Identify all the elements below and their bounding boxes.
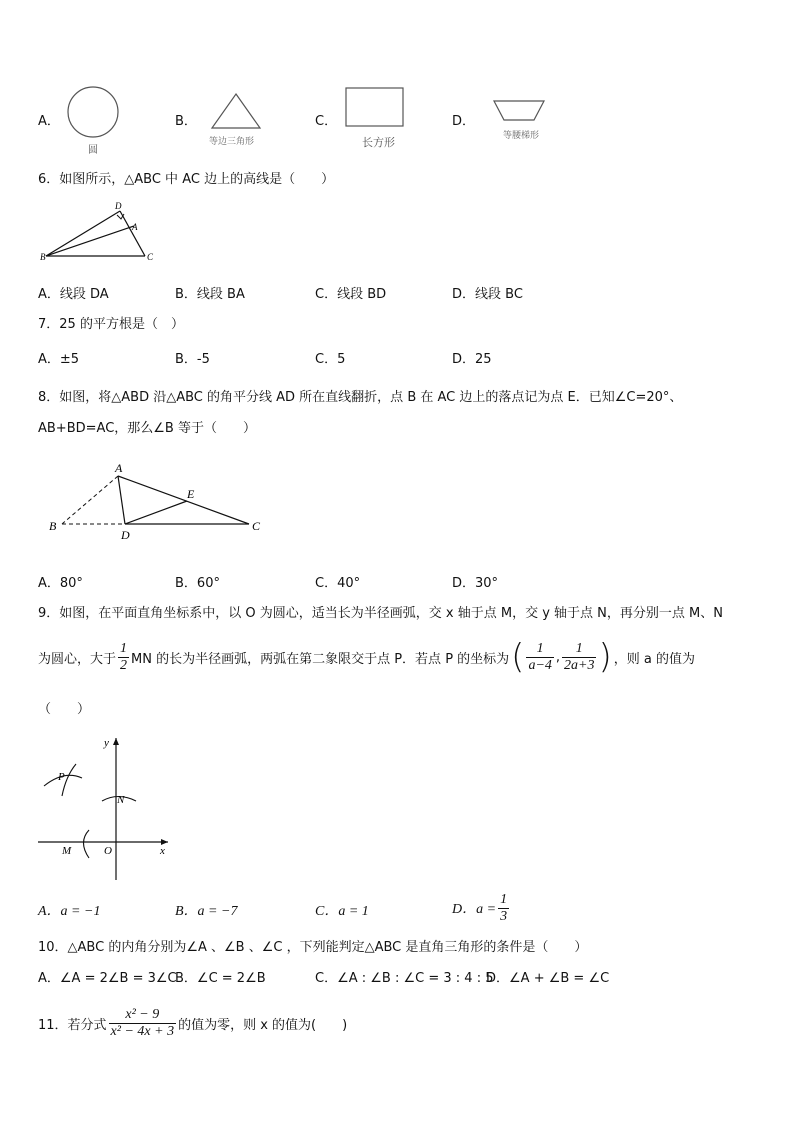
q8-label-b: B (49, 519, 57, 533)
q7-stem: 7．25 的平方根是（ ） (38, 317, 184, 332)
q8-stem-line2: AB+BD=AC，那么∠B 等于（ ） (38, 421, 256, 436)
q9-left-paren: ( (511, 637, 525, 677)
q10-option-a: A．∠A = 2∠B = 3∠C (38, 971, 177, 986)
q9-option-d-prefix: D．a = (452, 902, 497, 917)
q9-line2-part-a: 为圆心，大于 (38, 651, 117, 667)
q6-triangle-figure (38, 198, 168, 266)
trapezoid-figure (492, 98, 548, 126)
q11-fraction (109, 1007, 177, 1040)
q9-label-o: O (104, 845, 112, 857)
q11-numerator: x² − 9 (125, 1006, 160, 1022)
q7-option-c: C．5 (315, 352, 346, 367)
rectangle-figure (344, 86, 406, 130)
q9-coord-den1: a−4 (528, 657, 552, 673)
q9-label-n: N (117, 794, 125, 806)
q9-answer-paren: （ ） (38, 702, 91, 717)
q10-stem: 10．△ABC 的内角分别为∠A 、∠B 、∠C ，下列能判定△ABC 是直角三角形的条件是（ ） (38, 940, 588, 955)
q11-prefix: 11．若分式 (38, 1017, 107, 1033)
q9-coord-den2: 2a+3 (564, 657, 595, 673)
q9-label-x: x (160, 845, 165, 857)
q6-option-a: A．线段 DA (38, 287, 109, 302)
q9-line2-part-c: ，则 a 的值为 (613, 651, 695, 667)
q10-option-b: B．∠C = 2∠B (175, 971, 266, 986)
q9-coordinate-figure (34, 734, 174, 884)
q9-half-num: 1 (120, 640, 128, 656)
q9-label-y: y (104, 737, 109, 749)
q9-coord-comma: , (555, 649, 561, 665)
q9-right-paren: ) (598, 637, 612, 677)
q9-half-fraction (118, 641, 129, 674)
q8-option-d: D．30° (452, 576, 499, 591)
q5-option-d-caption: 等腰梯形 (503, 131, 540, 141)
q8-stem-line1: 8．如图，将△ABD 沿△ABC 的角平分线 AD 所在直线翻折，点 B 在 AC 边上的落点记为点 E．已知∠C=20°、 (38, 390, 683, 405)
q8-triangle-figure (44, 458, 274, 542)
q9-coord-x (526, 641, 553, 674)
q9-option-a: A．a = −1 (38, 904, 101, 919)
q8-label-c: C (252, 519, 261, 533)
q9-option-d-fraction (498, 892, 509, 925)
q5-option-d-letter: D． (452, 114, 476, 129)
q10-option-d: D．∠A + ∠B = ∠C (486, 971, 610, 986)
q5-option-c-letter: C． (315, 114, 338, 129)
q6-stem: 6．如图所示，△ABC 中 AC 边上的高线是（ ） (38, 172, 335, 187)
q5-option-b-caption: 等边三角形 (209, 137, 255, 147)
q11-stem (38, 1002, 347, 1044)
q8-label-a: A (115, 461, 123, 475)
q9-option-b: B．a = −7 (175, 904, 238, 919)
triangle-figure (208, 90, 268, 132)
q8-option-c: C．40° (315, 576, 361, 591)
q9-line1: 9．如图，在平面直角坐标系中，以 O 为圆心，适当长为半径画弧，交 x 轴于点 M，交 y 轴于点 N，再分别一点 M、N (38, 606, 723, 621)
q5-option-a-caption: 圆 (88, 145, 98, 156)
q5-option-b-letter: B． (175, 114, 197, 129)
q9-line2 (38, 636, 695, 678)
q7-option-b: B．-5 (175, 352, 210, 367)
q6-label-d: D (115, 201, 122, 211)
q5-option-a-letter: A． (38, 114, 60, 129)
q9-option-d-num: 1 (500, 891, 508, 907)
q8-option-b: B．60° (175, 576, 220, 591)
q6-label-a: A (132, 222, 138, 232)
q9-half-den: 2 (120, 657, 128, 673)
q11-denominator: x² − 4x + 3 (110, 1023, 175, 1039)
q9-coord-num2: 1 (575, 640, 583, 656)
q9-label-m: M (62, 845, 72, 857)
q7-option-d: D．25 (452, 352, 492, 367)
q10-option-c: C．∠A : ∠B : ∠C = 3 : 4 : 5 (315, 971, 494, 986)
q9-coord-y (562, 641, 596, 674)
q7-option-a: A．±5 (38, 352, 80, 367)
q11-suffix: 的值为零，则 x 的值为( ) (178, 1017, 348, 1033)
q6-option-b: B．线段 BA (175, 287, 245, 302)
q6-label-c: C (147, 252, 154, 262)
q9-option-c: C．a = 1 (315, 904, 369, 919)
q9-option-d-den: 3 (500, 908, 508, 924)
q8-option-a: A．80° (38, 576, 83, 591)
q9-label-p: P (58, 771, 65, 783)
q6-label-b: B (40, 252, 46, 262)
q6-option-c: C．线段 BD (315, 287, 387, 302)
q9-line2-part-b: MN 的长为半径画弧，两弧在第二象限交于点 P．若点 P 的坐标为 (131, 651, 510, 667)
q6-option-d: D．线段 BC (452, 287, 523, 302)
q9-coord-num1: 1 (536, 640, 544, 656)
q8-label-e: E (187, 487, 195, 501)
q9-option-d (452, 888, 511, 928)
q5-option-c-caption: 长方形 (362, 136, 395, 149)
q8-label-d: D (121, 528, 130, 542)
